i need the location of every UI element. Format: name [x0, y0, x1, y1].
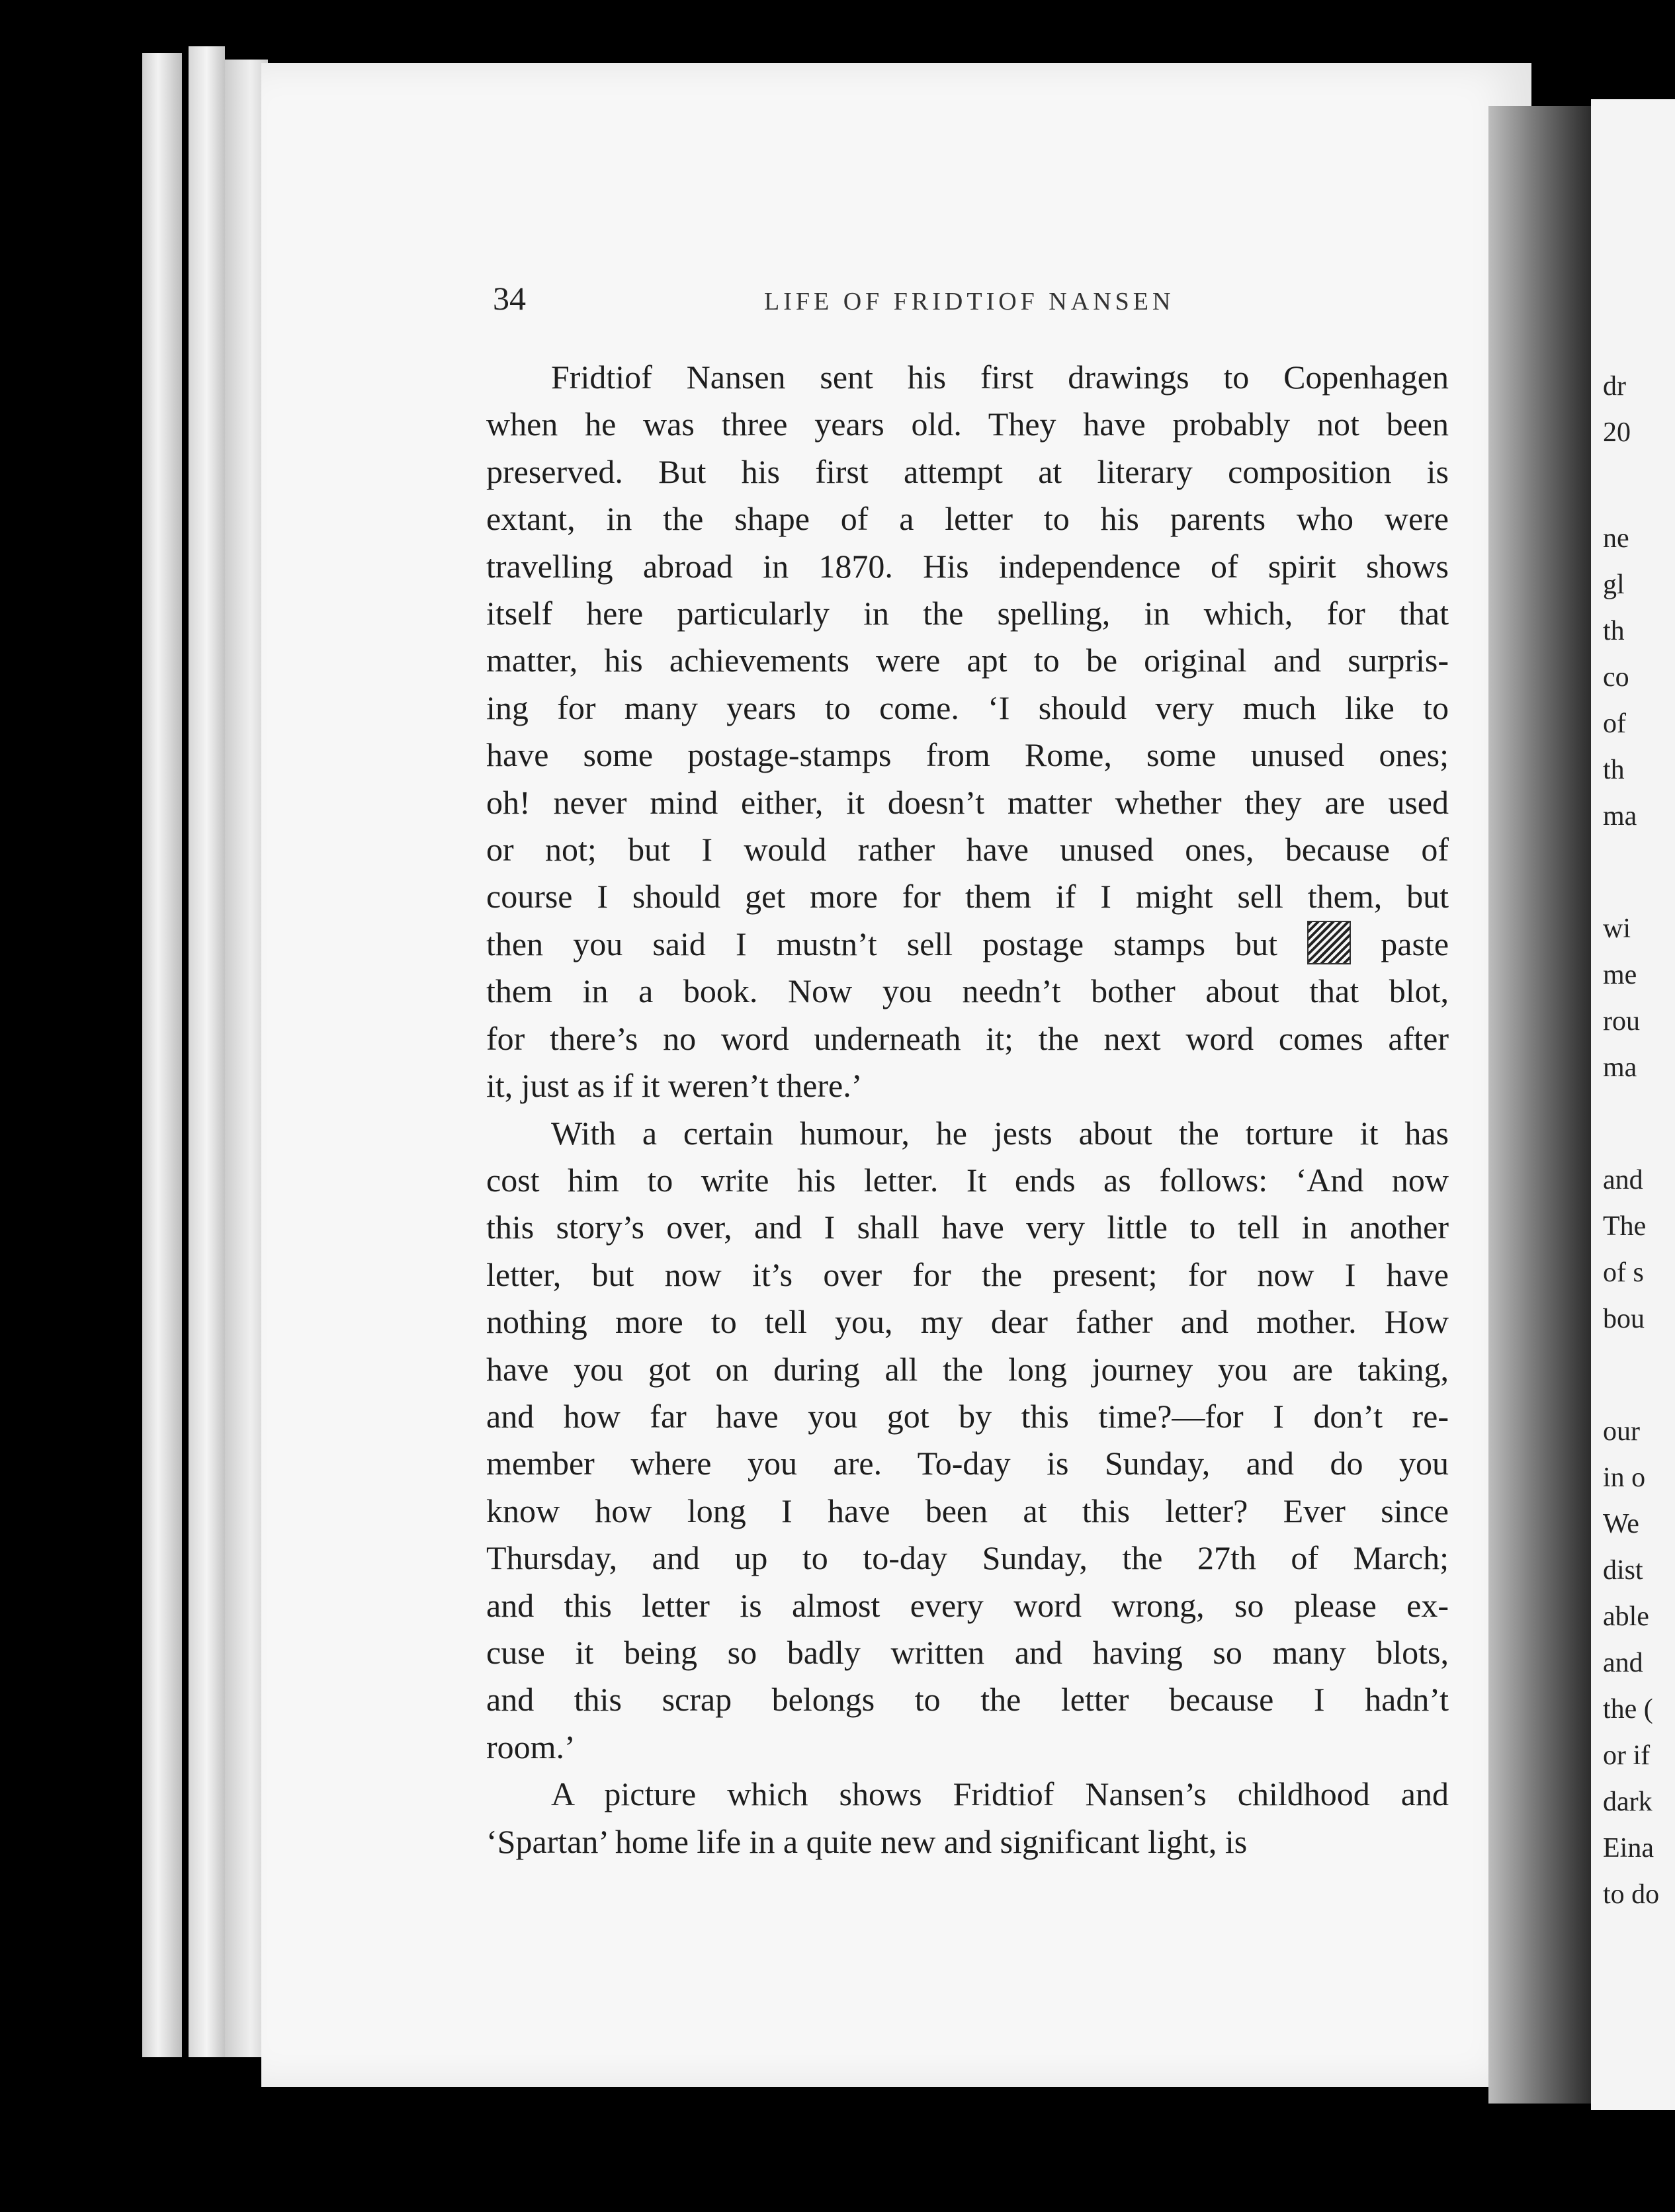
facing-page-fragment: th — [1603, 616, 1625, 646]
text-line — [486, 921, 1449, 968]
facing-page-fragment: We — [1603, 1509, 1639, 1539]
facing-page-fragment: 20 — [1603, 417, 1631, 448]
text-fragment: then you said I mustn’t sell postage stamps but — [486, 925, 1308, 962]
facing-page-fragment: dark — [1603, 1787, 1653, 1817]
text-line: and this letter is almost every word wrong, so please ex- — [486, 1586, 1449, 1624]
text-line: preserved. But his first attempt at literary composition is — [486, 452, 1449, 490]
facing-page — [1591, 99, 1675, 2110]
text-line: or not; but I would rather have unused ones, because of — [486, 831, 1449, 869]
facing-page-fragment: bou — [1603, 1304, 1645, 1334]
text-line: Fridtiof Nansen sent his first drawings to Copenhagen — [551, 359, 1449, 396]
text-line: this story’s over, and I shall have very little to tell in another — [486, 1209, 1449, 1246]
text-line: A picture which shows Fridtiof Nansen’s childhood and — [551, 1775, 1449, 1813]
text-line: know how long I have been at this letter? Ever since — [486, 1492, 1449, 1529]
facing-page-fragment: wi — [1603, 914, 1631, 944]
text-line: have you got on during all the long journey you are taking, — [486, 1350, 1449, 1388]
facing-page-fragment: or if — [1603, 1740, 1651, 1771]
facing-page-fragment: and — [1603, 1165, 1643, 1195]
text-line: for there’s no word underneath it; the next word comes after — [486, 1019, 1449, 1057]
text-line: it, just as if it weren’t there.’ — [486, 1067, 863, 1105]
facing-page-fragment: ma — [1603, 1052, 1637, 1083]
text-line: cuse it being so badly written and having so many blots, — [486, 1633, 1449, 1671]
text-line: With a certain humour, he jests about the torture it has — [551, 1114, 1449, 1152]
body-text — [486, 354, 1449, 1865]
text-line: itself here particularly in the spelling, in which, for that — [486, 595, 1449, 632]
page-number: 34 — [493, 280, 526, 317]
facing-page-fragment: co — [1603, 662, 1629, 693]
text-line: cost him to write his letter. It ends as follows: ‘And now — [486, 1161, 1449, 1199]
paragraph — [486, 354, 1449, 1110]
text-line: and how far have you got by this time?—for I don’t re- — [486, 1397, 1449, 1435]
facing-page-fragment: our — [1603, 1416, 1640, 1447]
text-line: matter, his achievements were apt to be original and surpris- — [486, 642, 1449, 679]
text-line: nothing more to tell you, my dear father and mother. How — [486, 1303, 1449, 1341]
text-line: have some postage-stamps from Rome, some unused ones; — [486, 736, 1449, 774]
facing-page-fragment: The — [1603, 1211, 1647, 1242]
facing-page-fragment: rou — [1603, 1006, 1640, 1037]
page-edge-stack — [189, 46, 225, 2057]
text-line: when he was three years old. They have probably not been — [486, 405, 1449, 443]
text-line: and this scrap belongs to the letter because I hadn’t — [486, 1681, 1449, 1719]
facing-page-fragment: able — [1603, 1601, 1649, 1632]
paragraph — [486, 1110, 1449, 1771]
facing-page-fragment: the ( — [1603, 1694, 1653, 1724]
facing-page-fragment: ne — [1603, 523, 1629, 554]
text-line: ing for many years to come. ‘I should very much like to — [486, 689, 1449, 726]
facing-page-fragment: and — [1603, 1648, 1643, 1678]
facing-page-fragment: ma — [1603, 801, 1637, 831]
text-line: course I should get more for them if I might sell them, but — [486, 878, 1449, 915]
facing-page-fragment: dist — [1603, 1555, 1643, 1586]
text-line: Thursday, and up to to-day Sunday, the 27th of March; — [486, 1539, 1449, 1577]
text-line: room.’ — [486, 1728, 576, 1765]
facing-page-fragment: th — [1603, 755, 1625, 785]
facing-page-fragment: Eina — [1603, 1833, 1654, 1863]
text-line: ‘Spartan’ home life in a quite new and significant light, is — [486, 1822, 1248, 1860]
text-line: letter, but now it’s over for the present; for now I have — [486, 1255, 1449, 1293]
running-title: LIFE OF FRIDTIOF NANSEN — [764, 288, 1175, 316]
facing-page-fragment: dr — [1603, 371, 1626, 402]
facing-page-fragment: to do — [1603, 1879, 1660, 1910]
facing-page-fragment: of s — [1603, 1257, 1644, 1288]
text-line: member where you are. To-day is Sunday, and do you — [486, 1445, 1449, 1482]
text-line: oh! never mind either, it doesn’t matter whether they are used — [486, 783, 1449, 821]
facing-page-fragment: gl — [1603, 570, 1625, 600]
facing-page-fragment: me — [1603, 960, 1637, 990]
page-edge-stack — [142, 53, 182, 2057]
running-head — [493, 279, 1439, 319]
book-gutter-shadow — [1488, 106, 1591, 2104]
text-line: them in a book. Now you needn’t bother about that blot, — [486, 972, 1449, 1010]
text-fragment: paste — [1351, 925, 1449, 962]
text-line: travelling abroad in 1870. His independence of spirit shows — [486, 547, 1449, 585]
paragraph — [486, 1771, 1449, 1865]
text-line: extant, in the shape of a letter to his parents who were — [486, 500, 1449, 538]
facing-page-fragment: in o — [1603, 1463, 1646, 1493]
ink-blot-icon — [1307, 921, 1351, 964]
facing-page-fragment: of — [1603, 708, 1626, 739]
